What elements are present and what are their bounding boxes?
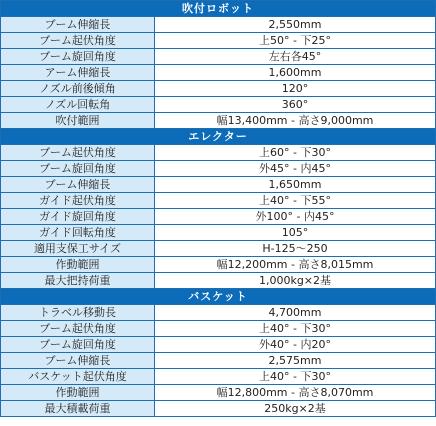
spec-label: ノズル前後傾角	[1, 81, 155, 97]
spec-value: 2,550mm	[155, 17, 436, 33]
spec-row	[1, 193, 436, 209]
spec-row	[1, 225, 436, 241]
spec-label: ガイド起伏角度	[1, 193, 155, 209]
section-header-row	[1, 289, 436, 305]
spec-row	[1, 33, 436, 49]
spec-value: 上50° - 下25°	[155, 33, 436, 49]
spec-label: アーム伸縮長	[1, 65, 155, 81]
spec-label: ブーム起伏角度	[1, 33, 155, 49]
spec-value: 105°	[155, 225, 436, 241]
spec-label: トラベル移動長	[1, 305, 155, 321]
spec-label: ブーム旋回角度	[1, 161, 155, 177]
spec-row	[1, 273, 436, 289]
spec-row	[1, 321, 436, 337]
spec-row	[1, 113, 436, 129]
spec-value: 上60° - 下30°	[155, 145, 436, 161]
spec-label: ブーム伸縮長	[1, 353, 155, 369]
spec-row	[1, 17, 436, 33]
spec-row	[1, 385, 436, 401]
spec-value: 幅12,800mm - 高さ8,070mm	[155, 385, 436, 401]
section-title: バスケット	[1, 289, 436, 305]
spec-value: 上40° - 下30°	[155, 369, 436, 385]
spec-value: 1,600mm	[155, 65, 436, 81]
spec-label: ブーム伸縮長	[1, 17, 155, 33]
spec-label: ブーム起伏角度	[1, 145, 155, 161]
spec-row	[1, 97, 436, 113]
spec-label: ノズル回転角	[1, 97, 155, 113]
spec-row	[1, 161, 436, 177]
spec-value: 2,575mm	[155, 353, 436, 369]
spec-label: ガイド旋回角度	[1, 209, 155, 225]
spec-row	[1, 257, 436, 273]
spec-value: 上40° - 下30°	[155, 321, 436, 337]
spec-label: ブーム起伏角度	[1, 321, 155, 337]
spec-value: 1,650mm	[155, 177, 436, 193]
spec-table-body	[1, 1, 436, 417]
section-title: 吹付ロボット	[1, 1, 436, 17]
spec-value: 幅13,400mm - 高さ9,000mm	[155, 113, 436, 129]
spec-value: 4,700mm	[155, 305, 436, 321]
spec-row	[1, 241, 436, 257]
spec-label: ガイド回転角度	[1, 225, 155, 241]
spec-row	[1, 65, 436, 81]
spec-value: 1,000kg×2基	[155, 273, 436, 289]
spec-label: 最大把持荷重	[1, 273, 155, 289]
spec-row	[1, 337, 436, 353]
spec-value: 360°	[155, 97, 436, 113]
spec-row	[1, 81, 436, 97]
spec-value: 上40° - 下55°	[155, 193, 436, 209]
spec-row	[1, 209, 436, 225]
section-header-row	[1, 129, 436, 145]
section-title: エレクター	[1, 129, 436, 145]
spec-value: 外40° - 内20°	[155, 337, 436, 353]
spec-label: 吹付範囲	[1, 113, 155, 129]
spec-row	[1, 305, 436, 321]
spec-label: 作動範囲	[1, 257, 155, 273]
spec-label: 最大積載荷重	[1, 401, 155, 417]
spec-row	[1, 145, 436, 161]
spec-row	[1, 353, 436, 369]
spec-label: バスケット起伏角度	[1, 369, 155, 385]
spec-row	[1, 49, 436, 65]
spec-value: H-125～250	[155, 241, 436, 257]
spec-label: ブーム伸縮長	[1, 177, 155, 193]
spec-label: 作動範囲	[1, 385, 155, 401]
spec-value: 幅12,200mm - 高さ8,015mm	[155, 257, 436, 273]
spec-value: 250kg×2基	[155, 401, 436, 417]
spec-value: 左右各45°	[155, 49, 436, 65]
spec-label: ブーム旋回角度	[1, 49, 155, 65]
spec-label: 適用支保工サイズ	[1, 241, 155, 257]
spec-label: ブーム旋回角度	[1, 337, 155, 353]
spec-value: 外100° - 内45°	[155, 209, 436, 225]
spec-value: 120°	[155, 81, 436, 97]
spec-row	[1, 177, 436, 193]
section-header-row	[1, 1, 436, 17]
spec-row	[1, 369, 436, 385]
spec-value: 外45° - 内45°	[155, 161, 436, 177]
spec-row	[1, 401, 436, 417]
